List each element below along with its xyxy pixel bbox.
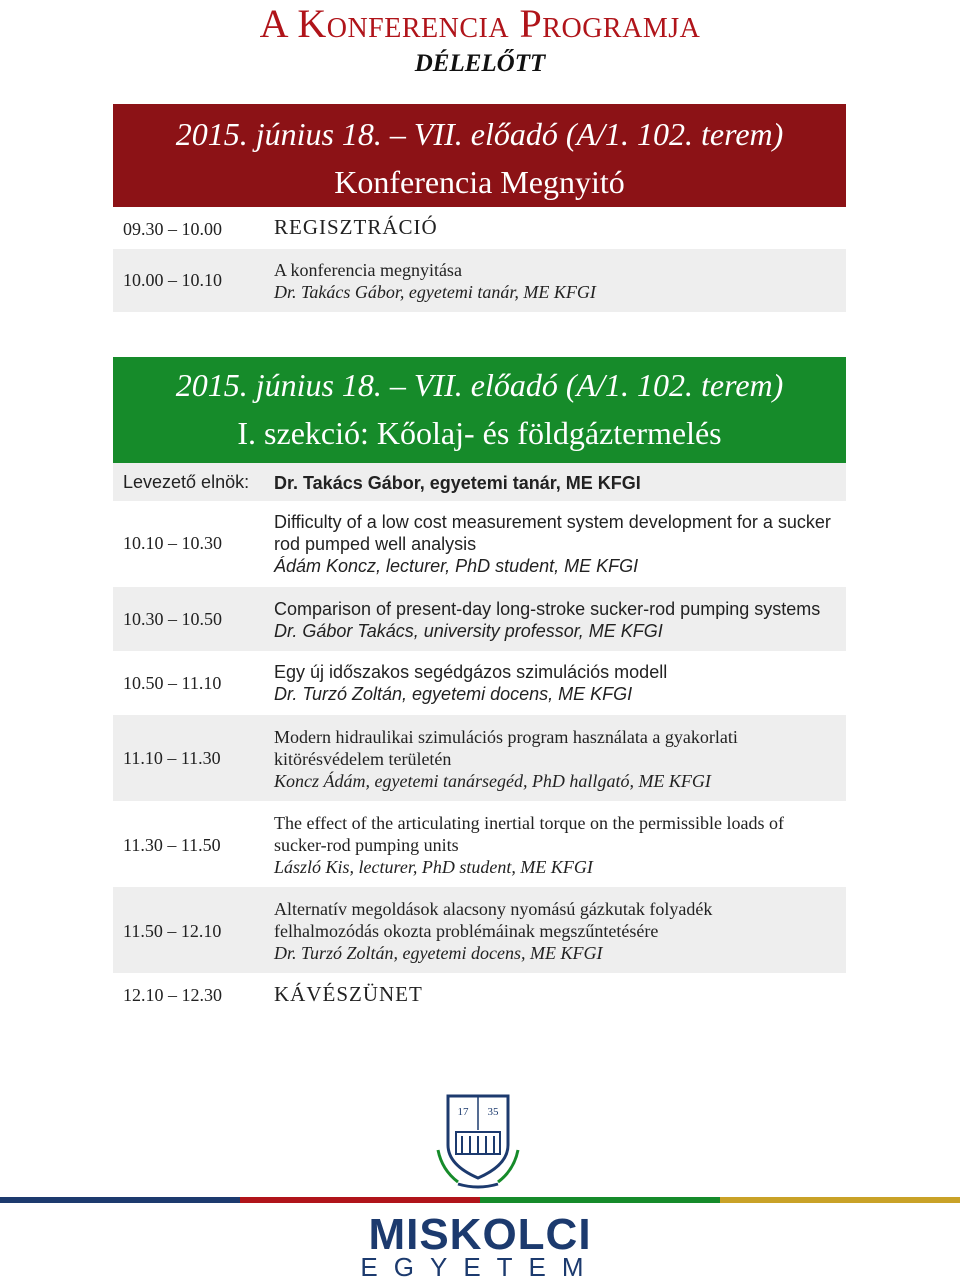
brand-subname: EGYETEM <box>360 1252 600 1282</box>
talk-author: László Kis, lecturer, PhD student, ME KFGI <box>274 857 593 877</box>
brand-bar-blue <box>0 1197 240 1203</box>
talk-title-cont: felhalmozódás okozta problémáinak megszűntetésére <box>274 921 659 941</box>
university-crest-logo <box>428 1090 528 1190</box>
talk-author: Dr. Gábor Takács, university professor, ME KFGI <box>274 621 663 641</box>
chair-label: Levezető elnök: <box>123 472 250 492</box>
talk-row <box>113 501 846 587</box>
row-content <box>274 898 836 964</box>
row-time: 10.00 – 10.10 <box>123 270 222 290</box>
talk-row <box>113 715 846 801</box>
row-content <box>274 812 836 878</box>
row-content <box>274 259 836 303</box>
talk-title: Egy új időszakos segédgázos szimulációs modell <box>274 662 668 682</box>
talk-title: Modern hidraulikai szimulációs program használata a gyakorlati <box>274 727 738 747</box>
row-time: 10.10 – 10.30 <box>123 533 222 553</box>
row-content <box>274 661 836 705</box>
row-time: 09.30 – 10.00 <box>123 219 222 239</box>
row-content <box>274 726 836 792</box>
talk-author: Ádám Koncz, lecturer, PhD student, ME KFGI <box>274 556 639 576</box>
talk-title: Comparison of present-day long-stroke sucker-rod pumping systems <box>274 599 821 619</box>
session-banner-date: 2015. június 18. – VII. előadó (A/1. 102. terem) <box>175 367 784 403</box>
brand-bar-green <box>480 1197 720 1203</box>
opening-banner <box>113 104 846 207</box>
row-author: Dr. Takács Gábor, egyetemi tanár, ME KFGI <box>274 282 596 302</box>
row-title: A konferencia megnyitása <box>274 260 462 280</box>
talk-author: Koncz Ádám, egyetemi tanársegéd, PhD hallgató, ME KFGI <box>274 771 711 791</box>
talk-title-cont: sucker-rod pumping units <box>274 835 459 855</box>
row-label: REGISZTRÁCIÓ <box>274 215 438 239</box>
opening-banner-date: 2015. június 18. – VII. előadó (A/1. 102. terem) <box>175 116 784 152</box>
row-time: 10.30 – 10.50 <box>123 609 222 629</box>
chair-name: Dr. Takács Gábor, egyetemi tanár, ME KFGI <box>274 473 641 493</box>
session-banner-title: I. szekció: Kőolaj- és földgáztermelés <box>237 415 722 451</box>
talk-title: Difficulty of a low cost measurement system development for a sucker <box>274 512 831 532</box>
row-content <box>274 598 836 642</box>
page-subtitle: DÉLELŐTT <box>414 50 546 77</box>
row-time: 12.10 – 12.30 <box>123 985 222 1005</box>
break-row <box>113 973 846 1017</box>
brand-bar-red <box>240 1197 480 1203</box>
talk-title-cont: kitörésvédelem területén <box>274 749 452 769</box>
row-time: 11.30 – 11.50 <box>123 835 221 855</box>
talk-row <box>113 587 846 651</box>
session-banner <box>113 357 846 463</box>
talk-author: Dr. Turzó Zoltán, egyetemi docens, ME KFGI <box>274 684 633 704</box>
talk-row <box>113 887 846 973</box>
row-content <box>274 511 836 577</box>
brand-bar-gold <box>720 1197 960 1203</box>
talk-title-cont: rod pumped well analysis <box>274 534 477 554</box>
brand-name: MISKOLCI <box>368 1210 592 1259</box>
talk-author: Dr. Turzó Zoltán, egyetemi docens, ME KFGI <box>274 943 603 963</box>
opening-banner-title: Konferencia Megnyitó <box>334 164 625 200</box>
talk-row <box>113 801 846 887</box>
break-label: KÁVÉSZÜNET <box>274 982 423 1006</box>
talk-title: Alternatív megoldások alacsony nyomású gázkutak folyadék <box>274 899 713 919</box>
brand-color-bar <box>0 1197 960 1203</box>
schedule-row-opening <box>113 249 846 312</box>
schedule-row-registration <box>113 207 846 249</box>
row-time: 11.10 – 11.30 <box>123 748 221 768</box>
row-time: 11.50 – 12.10 <box>123 921 222 941</box>
chair-row <box>113 463 846 501</box>
talk-row <box>113 651 846 715</box>
page-title: A Konferencia Programja <box>259 1 701 46</box>
svg-text:17: 17 <box>457 1106 469 1118</box>
row-time: 10.50 – 11.10 <box>123 673 222 693</box>
svg-text:35: 35 <box>487 1106 499 1118</box>
talk-title: The effect of the articulating inertial torque on the permissible loads of <box>274 813 784 833</box>
